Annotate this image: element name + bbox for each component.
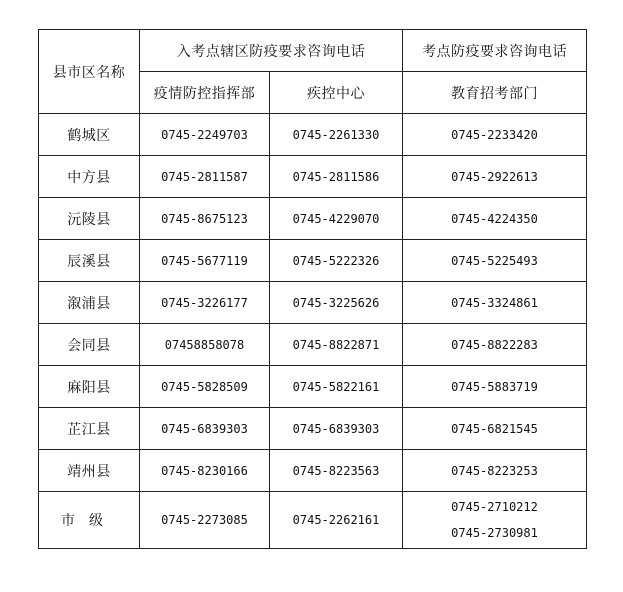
table-row xyxy=(39,324,587,366)
education-dept-phone: 0745-2730981 xyxy=(451,526,538,540)
consultation-phone-table xyxy=(38,29,587,549)
header-education-dept: 教育招考部门 xyxy=(403,72,587,114)
cdc-phone-cell: 0745-2261330 xyxy=(270,114,403,156)
cdc-phone-cell: 0745-2262161 xyxy=(270,492,403,549)
education-dept-phone: 0745-8223253 xyxy=(451,463,538,478)
education-dept-phone-cell xyxy=(403,366,587,408)
education-dept-phone: 0745-5883719 xyxy=(451,379,538,394)
cdc-phone-cell: 0745-5222326 xyxy=(270,240,403,282)
epidemic-hq-phone-cell: 0745-3226177 xyxy=(140,282,270,324)
epidemic-hq-phone-cell: 0745-2273085 xyxy=(140,492,270,549)
table-row xyxy=(39,240,587,282)
header-entry-group: 入考点辖区防疫要求咨询电话 xyxy=(140,30,403,72)
county-name-cell: 会同县 xyxy=(39,324,140,366)
header-epidemic-hq: 疫情防控指挥部 xyxy=(140,72,270,114)
cdc-phone-cell: 0745-5822161 xyxy=(270,366,403,408)
county-name-cell: 麻阳县 xyxy=(39,366,140,408)
header-cdc: 疾控中心 xyxy=(270,72,403,114)
table-row xyxy=(39,114,587,156)
county-name-cell: 靖州县 xyxy=(39,450,140,492)
epidemic-hq-phone-cell: 0745-6839303 xyxy=(140,408,270,450)
epidemic-hq-phone-cell: 0745-5677119 xyxy=(140,240,270,282)
table-row xyxy=(39,366,587,408)
table-row xyxy=(39,198,587,240)
header-exam-group: 考点防疫要求咨询电话 xyxy=(403,30,587,72)
education-dept-phone: 0745-8822283 xyxy=(451,337,538,352)
header-row-top xyxy=(39,30,587,72)
education-dept-phone-cell xyxy=(403,114,587,156)
county-name-cell: 市级 xyxy=(39,492,140,549)
epidemic-hq-phone-cell: 0745-8230166 xyxy=(140,450,270,492)
education-dept-phone: 0745-4224350 xyxy=(451,211,538,226)
education-dept-phone-cell xyxy=(403,282,587,324)
county-name-cell: 芷江县 xyxy=(39,408,140,450)
epidemic-hq-phone-cell: 0745-5828509 xyxy=(140,366,270,408)
cdc-phone-cell: 0745-8223563 xyxy=(270,450,403,492)
table-row xyxy=(39,450,587,492)
cdc-phone-cell: 0745-4229070 xyxy=(270,198,403,240)
education-dept-phone: 0745-2233420 xyxy=(451,127,538,142)
education-dept-phone-cell xyxy=(403,450,587,492)
cdc-phone-cell: 0745-2811586 xyxy=(270,156,403,198)
cdc-phone-cell: 0745-8822871 xyxy=(270,324,403,366)
education-dept-phone-cell xyxy=(403,492,587,549)
county-name-cell: 溆浦县 xyxy=(39,282,140,324)
cdc-phone-cell: 0745-6839303 xyxy=(270,408,403,450)
header-county-name: 县市区名称 xyxy=(39,30,140,114)
epidemic-hq-phone-cell: 0745-8675123 xyxy=(140,198,270,240)
county-name-cell: 辰溪县 xyxy=(39,240,140,282)
epidemic-hq-phone-cell: 07458858078 xyxy=(140,324,270,366)
education-dept-phone: 0745-2922613 xyxy=(451,169,538,184)
table-row xyxy=(39,282,587,324)
education-dept-phone-cell xyxy=(403,240,587,282)
education-dept-phone: 0745-2710212 xyxy=(451,500,538,514)
cdc-phone-cell: 0745-3225626 xyxy=(270,282,403,324)
table-row xyxy=(39,408,587,450)
education-dept-phone: 0745-3324861 xyxy=(451,295,538,310)
epidemic-hq-phone-cell: 0745-2811587 xyxy=(140,156,270,198)
education-dept-phone-cell xyxy=(403,156,587,198)
epidemic-hq-phone-cell: 0745-2249703 xyxy=(140,114,270,156)
table-row xyxy=(39,156,587,198)
education-dept-phone-cell xyxy=(403,198,587,240)
county-name-cell: 鹤城区 xyxy=(39,114,140,156)
education-dept-phone-cell xyxy=(403,408,587,450)
education-dept-phone-cell xyxy=(403,324,587,366)
education-dept-phone: 0745-6821545 xyxy=(451,421,538,436)
county-name-cell: 中方县 xyxy=(39,156,140,198)
county-name-cell: 沅陵县 xyxy=(39,198,140,240)
education-dept-phone: 0745-5225493 xyxy=(451,253,538,268)
table-row xyxy=(39,492,587,549)
